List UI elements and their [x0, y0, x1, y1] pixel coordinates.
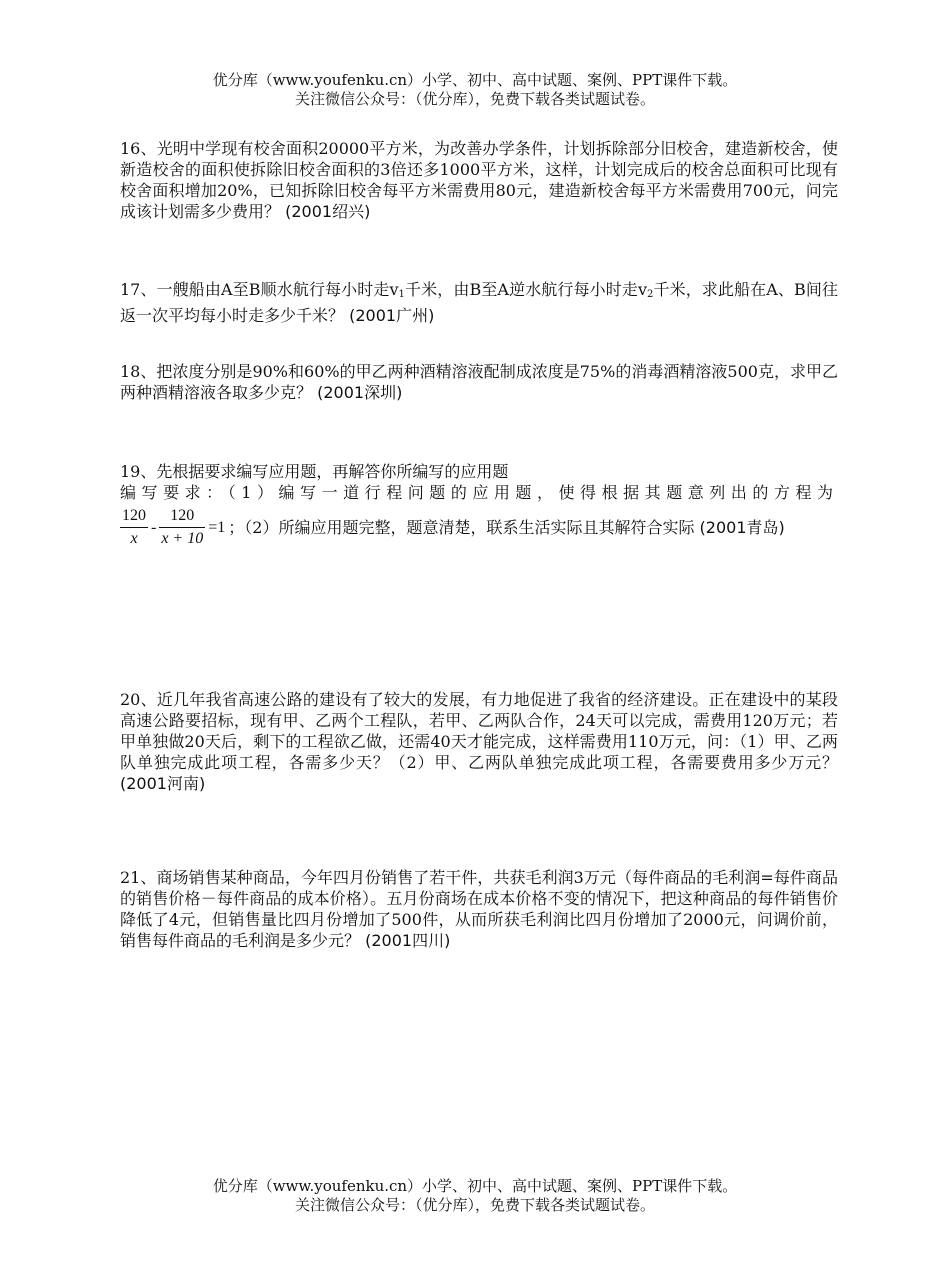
question-17 [120, 279, 838, 326]
question-19-intro: 19、先根据要求编写应用题，再解答你所编写的应用题 [120, 462, 509, 481]
question-19-source: (2001青岛) [699, 518, 785, 537]
question-20 [120, 689, 838, 794]
question-17-text-c: 千米，求此船在A、B间往返一次平均每小时走多少千米？ [120, 280, 838, 325]
page-footer [0, 1177, 950, 1215]
footer-line-2: 关注微信公众号：（优分库），免费下载各类试题试卷。 [294, 1196, 655, 1214]
question-19-tail: ；（2）所编应用题完整，题意清楚，联系生活实际且其解符合实际 [228, 518, 695, 537]
question-21 [120, 867, 838, 951]
question-16-text: 16、光明中学现有校舍面积20000平方米，为改善办学条件，计划拆除部分旧校舍，建造新校舍，使新造校舍的面积使拆除旧校舍面积的3倍还多1000平方米，这样，计划完成后的校舍总面积可比现有校舍面积增加20%，已知拆除旧校舍每平方米需费用80元，建造新校舍每平方米需费用700元，问完成该计划需多少费用？ [120, 139, 838, 221]
question-20-source: (2001河南) [120, 774, 206, 793]
fraction-1-numerator: 120 [120, 505, 148, 528]
question-21-text: 21、商场销售某种商品，今年四月份销售了若干件，共获毛利润3万元（每件商品的毛利润=每件商品的销售价格－每件商品的成本价格）。五月份商场在成本价格不变的情况下，把这种商品的每件销售价降低了4元，但销售量比四月份增加了500件，从而所获毛利润比四月份增加了2000元，问调价前，销售每件商品的毛利润是多少元？ [120, 868, 838, 950]
question-17-text-a: 17、一艘船由A至B顺水航行每小时走v [120, 280, 399, 299]
fraction-1-denominator: x [130, 530, 138, 547]
header-line-2: 关注微信公众号：（优分库），免费下载各类试题试卷。 [294, 90, 655, 108]
question-20-text: 20、近几年我省高速公路的建设有了较大的发展，有力地促进了我省的经济建设。正在建设中的某段高速公路要招标，现有甲、乙两个工程队，若甲、乙两队合作，24天可以完成，需费用120万元；若甲单独做20天后，剩下的工程欲乙做，还需40天才能完成，这样需费用110万元，问：（1）甲、乙两队单独完成此项工程，各需多少天？（2）甲、乙两队单独完成此项工程，各需要费用多少万元？ [120, 690, 838, 772]
minus-sign: - [151, 519, 157, 536]
question-17-subscript-2: 2 [647, 289, 654, 300]
question-21-source: (2001四川) [365, 931, 451, 950]
header-line-1: 优分库（www.youfenku.cn）小学、初中、高中试题、案例、PPT课件下载。 [212, 71, 738, 89]
question-18-source: (2001深圳) [317, 383, 403, 402]
fraction-1 [120, 505, 148, 550]
question-16-source: (2001绍兴) [285, 202, 371, 221]
footer-line-1: 优分库（www.youfenku.cn）小学、初中、高中试题、案例、PPT课件下载。 [212, 1177, 738, 1195]
question-16 [120, 138, 838, 222]
fraction-2-numerator: 120 [159, 505, 205, 528]
question-18-text: 18、把浓度分别是90%和60%的甲乙两种酒精溶液配制成浓度是75%的消毒酒精溶液500克，求甲乙两种酒精溶液各取多少克？ [120, 362, 838, 402]
page-header [0, 71, 950, 109]
question-18 [120, 361, 838, 403]
fraction-2-denominator: x + 10 [161, 530, 204, 547]
question-19-requirement: 编写要求：（1）编写一道行程问题的应用题，使得根据其题意列出的方程为 [120, 483, 838, 502]
question-19 [120, 461, 838, 550]
question-19-equation-line [120, 505, 838, 550]
question-17-subscript-1: 1 [398, 289, 405, 300]
fraction-2 [159, 505, 205, 550]
question-17-source: (2001广州) [349, 306, 435, 325]
question-17-text-b: 千米，由B至A逆水航行每小时走v [404, 280, 647, 299]
equals-one: =1 [208, 519, 226, 536]
